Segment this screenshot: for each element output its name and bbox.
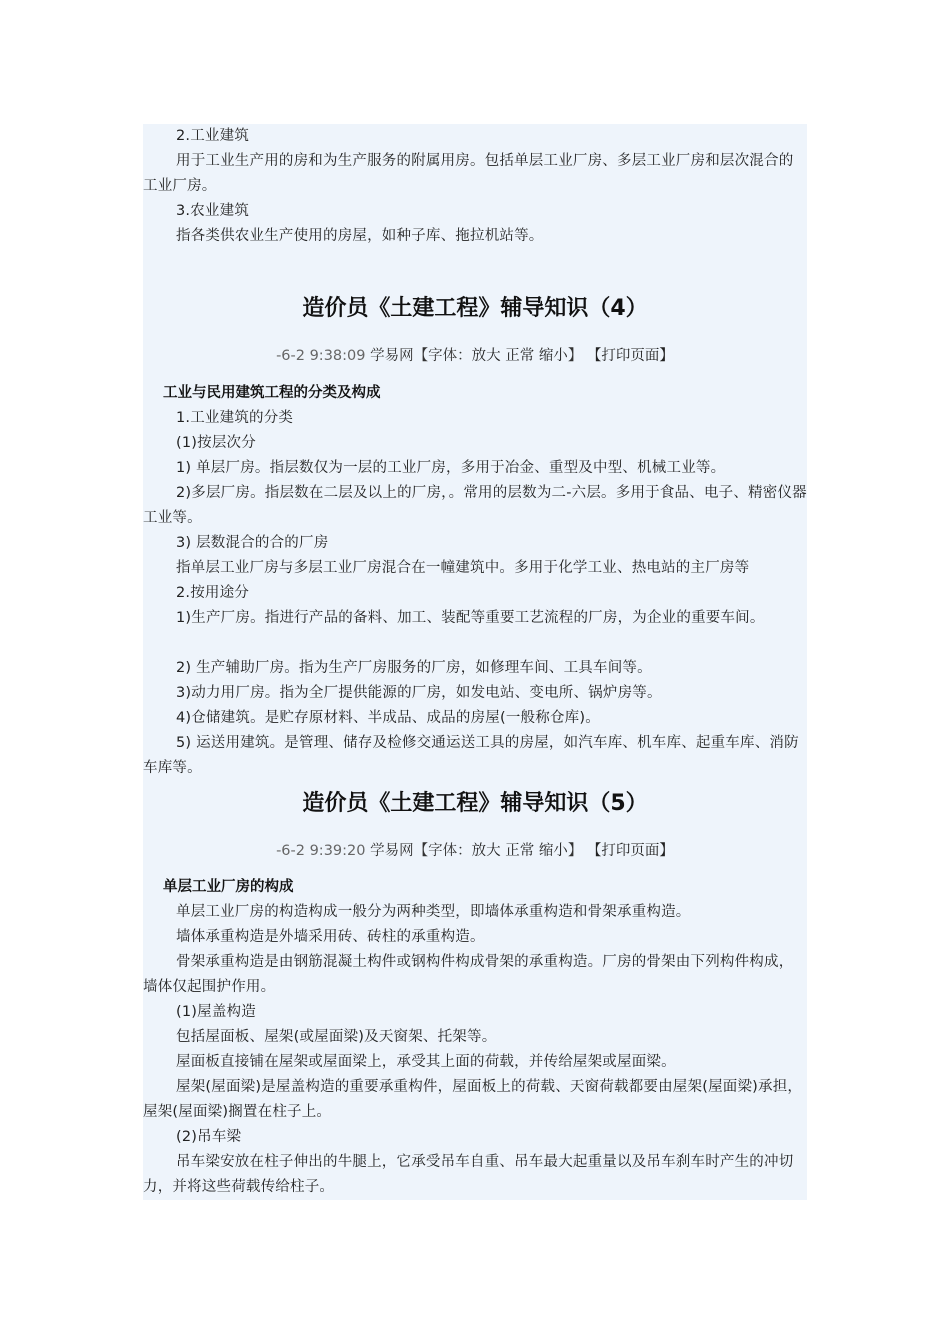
paragraph: 包括屋面板、屋架(或屋面梁)及天窗架、托架等。 <box>176 1029 497 1045</box>
font-size-label: 【字体： <box>413 348 472 364</box>
print-page-link[interactable]: 【打印页面】 <box>586 843 674 859</box>
paragraph: 2.按用途分 <box>176 585 250 601</box>
paragraph: 3.农业建筑 <box>176 203 250 219</box>
paragraph: 1)生产厂房。指进行产品的备料、加工、装配等重要工艺流程的厂房，为企业的重要车间。 <box>176 610 765 626</box>
print-page-link[interactable]: 【打印页面】 <box>586 348 674 364</box>
article-meta <box>143 839 807 864</box>
paragraph: (2)吊车梁 <box>176 1129 242 1145</box>
font-normal-link[interactable]: 正常 <box>505 348 535 364</box>
font-shrink-link[interactable]: 缩小 <box>538 348 568 364</box>
font-shrink-link[interactable]: 缩小 <box>538 843 568 859</box>
paragraph: 屋架(屋面梁)是屋盖构造的重要承重构件，屋面板上的荷载、天窗荷载都要由屋架(屋面梁)承担，屋架(屋面梁)搁置在柱子上。 <box>143 1079 803 1120</box>
paragraph: 单层工业厂房的构造构成一般分为两种类型，即墙体承重构造和骨架承重构造。 <box>176 904 691 920</box>
paragraph: 5) 运送用建筑。是管理、储存及检修交通运送工具的房屋，如汽车库、机车库、起重车库、消防车库等。 <box>143 735 799 776</box>
paragraph: 墙体承重构造是外墙采用砖、砖柱的承重构造。 <box>176 929 485 945</box>
paragraph: 1) 单层厂房。指层数仅为一层的工业厂房，多用于冶金、重型及中型、机械工业等。 <box>176 460 726 476</box>
section-subtitle: 工业与民用建筑工程的分类及构成 <box>163 385 381 401</box>
source-label: 学易网 <box>370 843 414 859</box>
paragraph: 1.工业建筑的分类 <box>176 410 294 426</box>
paragraph: 3)动力用厂房。指为全厂提供能源的厂房，如发电站、变电所、锅炉房等。 <box>176 685 662 701</box>
source-label: 学易网 <box>370 348 414 364</box>
bracket-close: 】 <box>567 843 583 859</box>
publish-date: -6-2 9:38:09 <box>276 348 366 364</box>
font-enlarge-link[interactable]: 放大 <box>471 348 501 364</box>
paragraph: 4)仓储建筑。是贮存原材料、半成品、成品的房屋(一般称仓库)。 <box>176 710 600 726</box>
paragraph: 用于工业生产用的房和为生产服务的附属用房。包括单层工业厂房、多层工业厂房和层次混合的工业厂房。 <box>143 153 794 194</box>
paragraph: 指各类供农业生产使用的房屋，如种子库、拖拉机站等。 <box>176 228 544 244</box>
paragraph: (1)屋盖构造 <box>176 1004 256 1020</box>
paragraph: 骨架承重构造是由钢筋混凝土构件或钢构件构成骨架的承重构造。厂房的骨架由下列构件构成，墙体仅起围护作用。 <box>143 954 794 995</box>
paragraph: 屋面板直接铺在屋架或屋面梁上，承受其上面的荷载，并传给屋架或屋面梁。 <box>176 1054 676 1070</box>
article-meta <box>143 344 807 369</box>
paragraph: 2) 生产辅助厂房。指为生产厂房服务的厂房，如修理车间、工具车间等。 <box>176 660 652 676</box>
document-panel <box>143 124 807 1200</box>
paragraph: 2.工业建筑 <box>176 128 250 144</box>
publish-date: -6-2 9:39:20 <box>276 843 366 859</box>
article-title: 造价员《土建工程》辅导知识（4） <box>302 296 648 321</box>
paragraph: (1)按层次分 <box>176 435 256 451</box>
article-title: 造价员《土建工程》辅导知识（5） <box>302 791 648 816</box>
bracket-close: 】 <box>567 348 583 364</box>
font-normal-link[interactable]: 正常 <box>505 843 535 859</box>
section-subtitle: 单层工业厂房的构成 <box>163 879 294 895</box>
paragraph: 指单层工业厂房与多层工业厂房混合在一幢建筑中。多用于化学工业、热电站的主厂房等 <box>176 560 750 576</box>
paragraph: 3) 层数混合的合的厂房 <box>176 535 329 551</box>
font-enlarge-link[interactable]: 放大 <box>471 843 501 859</box>
paragraph: 2)多层厂房。指层数在二层及以上的厂房，。常用的层数为二-六层。多用于食品、电子、精密仪器工业等。 <box>143 485 807 526</box>
paragraph: 吊车梁安放在柱子伸出的牛腿上，它承受吊车自重、吊车最大起重量以及吊车刹车时产生的冲切力，并将这些荷载传给柱子。 <box>143 1154 794 1195</box>
font-size-label: 【字体： <box>413 843 472 859</box>
